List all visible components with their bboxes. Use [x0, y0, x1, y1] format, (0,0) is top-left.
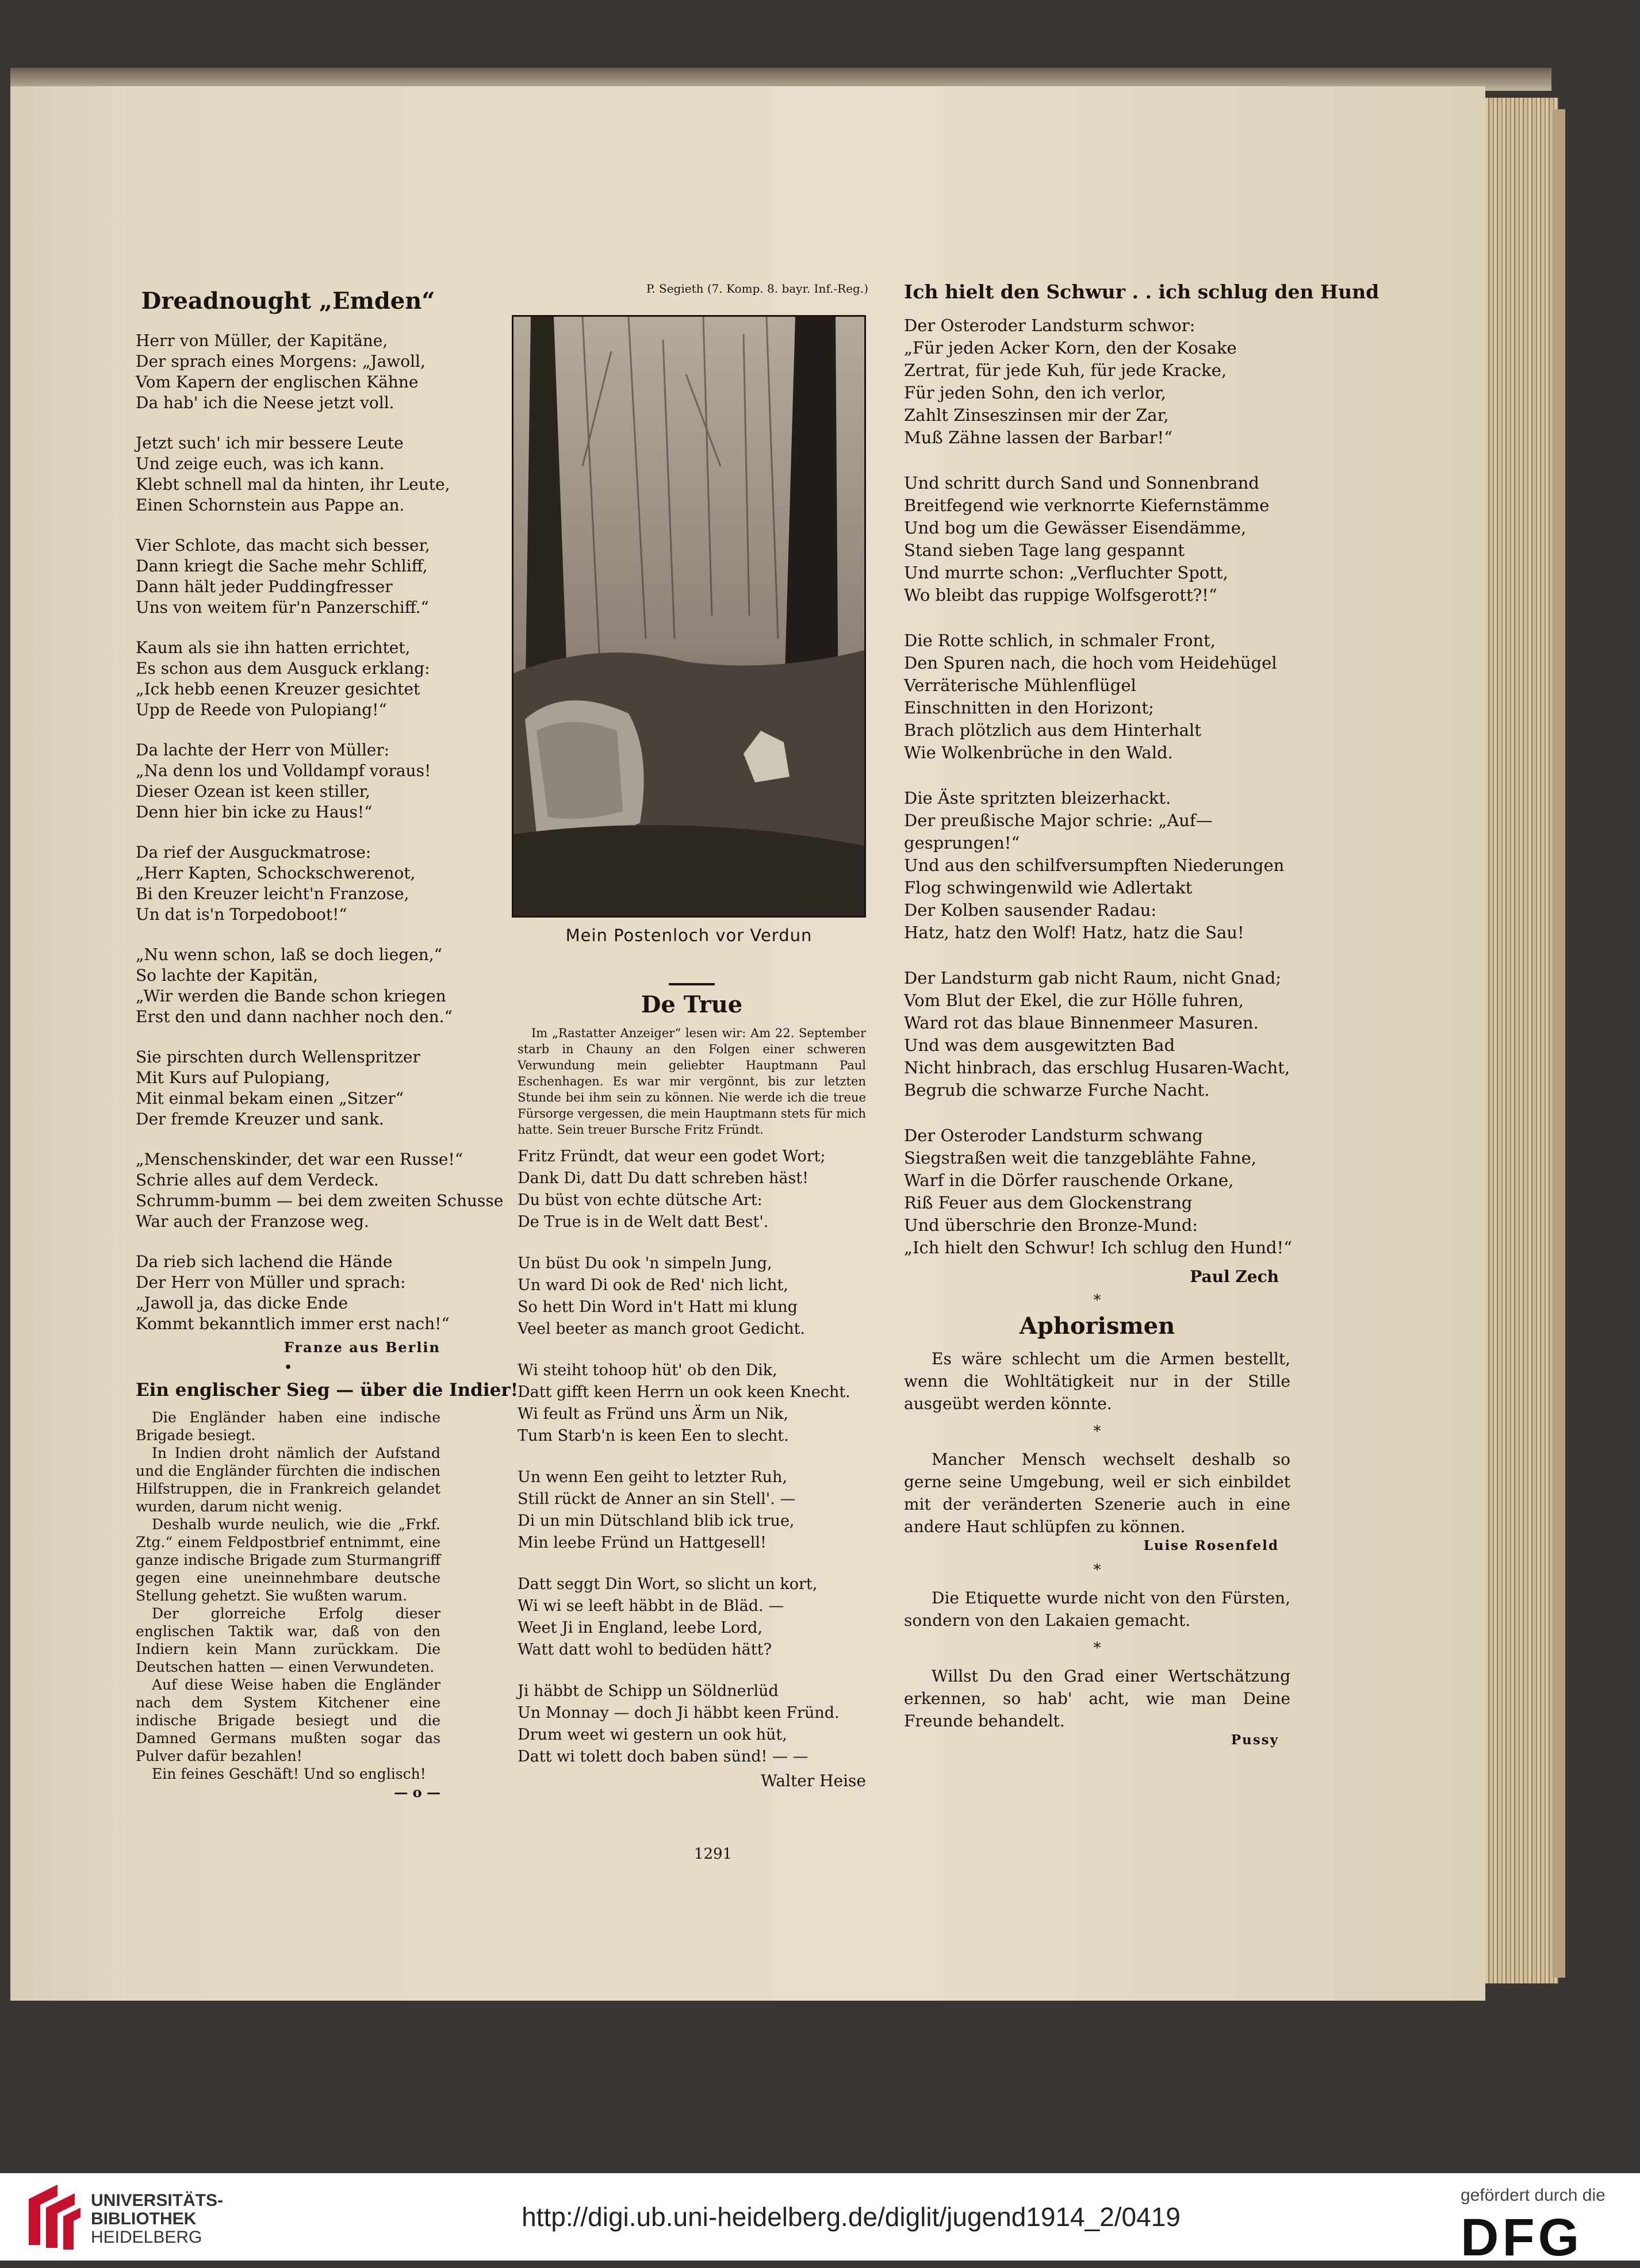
article-paragraph: Der glorreiche Erfolg dieser englischen Taktik war, daß von den Indiern kein Mann zurückkam. Die Deutschen hatten — einen Verwundeten. — [136, 1605, 440, 1675]
aphorism-text: Die Etiquette wurde nicht von den Fürsten, sondern von den Lakaien gemacht. — [904, 1588, 1290, 1630]
schwur-line: Der Kolben sausender Radau: — [904, 900, 1157, 920]
de-true-line: Fritz Fründt, dat weur een godet Wort; — [518, 1148, 826, 1165]
schwur-line: Einschnitten in den Horizont; — [904, 698, 1154, 717]
poem-author-schwur: Paul Zech — [1190, 1267, 1279, 1286]
section-rule — [669, 983, 715, 985]
article-paragraph: Ein feines Geschäft! Und so englisch! — [152, 1766, 426, 1782]
forest-sketch-image — [514, 317, 864, 916]
emden-line: „Herr Kapten, Schockschwerenot, — [136, 864, 416, 882]
aphorisms-list — [904, 1348, 1290, 1748]
schwur-line: Flog schwingenwild wie Adlertakt — [904, 878, 1193, 897]
ub-heidelberg-name[interactable] — [91, 2192, 223, 2247]
emden-line: Bi den Kreuzer leicht'n Franzose, — [136, 884, 409, 903]
schwur-stanza — [904, 630, 1290, 764]
schwur-line: Der Landsturm gab nicht Raum, nicht Gnad; — [904, 968, 1282, 988]
library-name-line: BIBLIOTHEK — [91, 2209, 197, 2228]
de-true-line: Wi steiht tohoop hüt' ob den Dik, — [518, 1361, 777, 1379]
aphorism-separator: * — [1093, 1640, 1101, 1657]
aphorisms-title: Aphorismen — [1019, 1313, 1175, 1340]
de-true-line: Datt wi tolett doch baben sünd! — — — [518, 1748, 808, 1766]
de-true-line: Ji häbbt de Schipp un Söldnerlüd — [518, 1682, 779, 1700]
funding-label: gefördert durch die — [1461, 2186, 1605, 2205]
poem-title-de-true: De True — [641, 991, 743, 1018]
emden-line: Da rief der Ausguckmatrose: — [136, 843, 371, 862]
schwur-line: Die Rotte schlich, in schmaler Front, — [904, 631, 1216, 650]
de-true-stanza — [518, 1146, 866, 1233]
emden-line: Schrumm-bumm — bei dem zweiten Schusse — [136, 1191, 504, 1210]
emden-stanza — [136, 331, 440, 413]
photo-postenloch — [512, 315, 866, 918]
page-number: 1291 — [693, 1845, 733, 1863]
schwur-line: Riß Feuer aus dem Glockenstrang — [904, 1193, 1193, 1212]
schwur-line: Brach plötzlich aus dem Hinterhalt — [904, 720, 1201, 740]
emden-stanza — [136, 433, 450, 516]
emden-line: Und zeige euch, was ich kann. — [136, 454, 385, 473]
de-true-line: Drum weet wi gestern un ook hüt, — [518, 1726, 787, 1744]
schwur-line: Muß Zähne lassen der Barbar!“ — [904, 428, 1172, 447]
emden-line: War auch der Franzose weg. — [136, 1212, 369, 1231]
aphorism-text: Mancher Mensch wechselt deshalb so gerne seine Umgebung, weil er sich einbildet mit der veränderten Szenerie auch in eine andere Haut schlüpfen zu können. — [904, 1450, 1290, 1536]
schwur-line: Breitfegend wie verknorrte Kiefernstämme — [904, 496, 1270, 515]
schwur-line: Zertrat, für jede Kuh, für jede Kracke, — [904, 360, 1227, 380]
emden-line: Upp de Reede von Pulopiang!“ — [136, 700, 387, 719]
schwur-line: Für jeden Sohn, den ich verlor, — [904, 383, 1166, 402]
emden-line: Erst den und dann nachher noch den.“ — [136, 1007, 453, 1026]
schwur-stanza — [904, 472, 1290, 607]
emden-line: „Na denn los und Volldampf voraus! — [136, 761, 431, 780]
emden-line: Schrie alles auf dem Verdeck. — [136, 1171, 379, 1189]
separator-asterisk: * — [1093, 1292, 1101, 1309]
schwur-stanza — [904, 787, 1290, 944]
de-true-line: De True is in de Welt datt Best'. — [518, 1213, 769, 1231]
de-true-line: Un ward Di ook de Red' nich licht, — [518, 1276, 788, 1294]
aphorism-author: Pussy — [1231, 1732, 1279, 1748]
emden-line: Klebt schnell mal da hinten, ihr Leute, — [136, 475, 450, 494]
article-body-sieg — [136, 1409, 440, 1783]
schwur-line: Siegstraßen weit die tanzgeblähte Fahne, — [904, 1148, 1256, 1168]
schwur-line: Begrub die schwarze Furche Nacht. — [904, 1080, 1210, 1100]
de-true-line: Du büst von echte dütsche Art: — [518, 1191, 762, 1209]
emden-line: Sie pirschten durch Wellenspritzer — [136, 1047, 420, 1066]
schwur-stanza — [904, 1125, 1290, 1259]
de-true-line: Un Monnay — doch Ji häbbt keen Fründ. — [518, 1704, 840, 1722]
poem-author-de-true: Walter Heise — [761, 1771, 866, 1790]
aphorism-separator: * — [1093, 1561, 1101, 1579]
schwur-line: Und schritt durch Sand und Sonnenbrand — [904, 473, 1259, 493]
emden-line: Uns von weitem für'n Panzerschiff.“ — [136, 598, 429, 617]
aphorism-text: Willst Du den Grad einer Wertschätzung erkennen, so hab' acht, wie man Deine Freunde behandelt. — [904, 1667, 1290, 1730]
poem-intro-de-true — [518, 1025, 866, 1138]
de-true-line: Watt datt wohl to bedüden hätt? — [518, 1641, 772, 1659]
de-true-line: Un büst Du ook 'n simpeln Jung, — [518, 1254, 772, 1272]
de-true-stanza — [518, 1467, 866, 1554]
emden-line: Mit Kurs auf Pulopiang, — [136, 1068, 330, 1087]
schwur-line: Und aus den schilfversumpften Niederungen — [904, 855, 1285, 875]
schwur-line: Vom Blut der Ekel, die zur Hölle fuhren, — [904, 991, 1244, 1010]
de-true-stanza — [518, 1680, 866, 1768]
emden-line: Herr von Müller, der Kapitäne, — [136, 331, 388, 350]
emden-line: Denn hier bin icke zu Haus!“ — [136, 803, 373, 822]
aphorism-separator: * — [1093, 1423, 1101, 1440]
emden-line: Vom Kapern der englischen Kähne — [136, 373, 419, 392]
schwur-line: Ward rot das blaue Binnenmeer Masuren. — [904, 1013, 1259, 1033]
photo-caption: Mein Postenloch vor Verdun — [565, 926, 813, 945]
schwur-line: Und murrte schon: „Verfluchter Spott, — [904, 563, 1228, 582]
emden-line: So lachte der Kapitän, — [136, 966, 319, 985]
emden-stanza — [136, 1047, 440, 1130]
schwur-line: Warf in die Dörfer rauschende Orkane, — [904, 1171, 1234, 1190]
emden-line: Der fremde Kreuzer und sank. — [136, 1110, 384, 1129]
column-left — [136, 287, 519, 1801]
schwur-line: Nicht hinbrach, das erschlug Husaren-Wacht, — [904, 1058, 1290, 1077]
emden-stanza — [136, 638, 440, 720]
emden-line: Da hab' ich die Neese jetzt voll. — [136, 393, 394, 412]
emden-line: Un dat is'n Torpedoboot!“ — [136, 905, 347, 924]
emden-line: „Menschenskinder, det war een Russe!“ — [136, 1150, 463, 1169]
schwur-line: „Für jeden Acker Korn, den der Kosake — [904, 338, 1237, 358]
permalink-url[interactable]: http://digi.ub.uni-heidelberg.de/diglit/jugend1914_2/0419 — [522, 2202, 1181, 2232]
schwur-line: Stand sieben Tage lang gespannt — [904, 540, 1185, 560]
schwur-line: Hatz, hatz den Wolf! Hatz, hatz die Sau! — [904, 923, 1244, 942]
emden-line: „Ick hebb eenen Kreuzer gesichtet — [136, 680, 420, 699]
emden-line: Dann kriegt die Sache mehr Schliff, — [136, 557, 428, 575]
intro-paragraph: Im „Rastatter Anzeiger“ lesen wir: Am 22. September starb in Chauny an den Folgen einer schweren Verwundung mein geliebter Hauptmann Paul Eschenhagen. Es war mir vergönnt, bis zur letzten Stunde bei ihm sein zu können. Nie werde ich die treue Fürsorge vergessen, die mein Hauptmann stets für mich hatte. Sein treuer Bursche Fritz Fründt. — [518, 1026, 866, 1137]
emden-stanza — [136, 842, 440, 925]
schwur-line: Der Osteroder Landsturm schwang — [904, 1126, 1203, 1145]
schwur-line: Der Osteroder Landsturm schwor: — [904, 316, 1195, 335]
emden-line: Vier Schlote, das macht sich besser, — [136, 536, 430, 555]
emden-stanza — [136, 1252, 450, 1334]
article-paragraph: In Indien droht nämlich der Aufstand und die Engländer fürchten die indischen Hilfstruppen, die in Frankreich gelandet wurden, darum nicht wenig. — [136, 1445, 440, 1515]
poem-title-schwur: Ich hielt den Schwur . . ich schlug den Hund — [904, 281, 1380, 303]
poem-body-de-true — [518, 1146, 866, 1768]
de-true-line: Still rückt de Anner an sin Stell'. — — [518, 1490, 796, 1508]
photo-credit: P. Segieth (7. Komp. 8. bayr. Inf.-Reg.) — [646, 282, 868, 296]
library-name-line: UNIVERSITÄTS- — [91, 2191, 224, 2210]
emden-line: Mit einmal bekam einen „Sitzer“ — [136, 1089, 404, 1108]
emden-stanza — [136, 740, 440, 823]
schwur-line: Wo bleibt das ruppige Wolfsgerott?!“ — [904, 585, 1217, 605]
emden-line: Dieser Ozean ist keen stiller, — [136, 782, 370, 801]
de-true-stanza — [518, 1360, 866, 1447]
emden-line: Kaum als sie ihn hatten errichtet, — [136, 638, 411, 657]
de-true-line: Datt seggt Din Wort, so slicht un kort, — [518, 1575, 818, 1593]
emden-line: Kommt bekanntlich immer erst nach!“ — [136, 1314, 450, 1333]
schwur-line: Und überschrie den Bronze-Mund: — [904, 1215, 1198, 1235]
schwur-line: Der preußische Major schrie: „Auf— — [904, 811, 1213, 830]
emden-line: „Wir werden die Bande schon kriegen — [136, 987, 446, 1006]
article-title-sieg: Ein englischer Sieg — über die Indier! — [136, 1380, 519, 1400]
aphorism-author: Luise Rosenfeld — [1143, 1538, 1279, 1553]
emden-line: Es schon aus dem Ausguck erklang: — [136, 659, 430, 678]
schwur-line: Und bog um die Gewässer Eisendämme, — [904, 518, 1247, 538]
article-paragraph: Deshalb wurde neulich, wie die „Frkf. Ztg.“ einem Feldpostbrief entnimmt, eine ganze indische Brigade zum Sturmangriff gegen eine uneinnehmbare deutsche Stellung gehetzt. Sie wußten warum. — [136, 1516, 440, 1604]
schwur-line: Verräterische Mühlenflügel — [904, 676, 1136, 695]
de-true-stanza — [518, 1574, 866, 1661]
schwur-line: „Ich hielt den Schwur! Ich schlug den Hund!“ — [904, 1238, 1292, 1257]
emden-line: Da lachte der Herr von Müller: — [136, 740, 390, 759]
de-true-line: Weet Ji in England, leebe Lord, — [518, 1619, 762, 1637]
schwur-line: Den Spuren nach, die hoch vom Heidehügel — [904, 653, 1277, 673]
emden-stanza — [136, 535, 440, 618]
schwur-line: Die Äste spritzten bleizerhackt. — [904, 788, 1171, 808]
de-true-line: So hett Din Word in't Hatt mi klung — [518, 1298, 798, 1316]
poem-title-emden: Dreadnought „Emden“ — [141, 287, 435, 314]
column-middle — [518, 977, 866, 1790]
emden-line: Da rieb sich lachend die Hände — [136, 1252, 393, 1271]
schwur-line: Zahlt Zinseszinsen mir der Zar, — [904, 405, 1169, 425]
de-true-line: Un wenn Een geiht to letzter Ruh, — [518, 1468, 787, 1486]
column-right — [904, 281, 1380, 1748]
separator-bullet: • — [283, 1359, 293, 1376]
de-true-line: Tum Starb'n is keen Een to slecht. — [518, 1427, 789, 1445]
article-signature-sieg: — o — — [394, 1784, 440, 1801]
emden-line: „Nu wenn schon, laß se doch liegen,“ — [136, 945, 442, 964]
article-paragraph: Auf diese Weise haben die Engländer nach dem System Kitchener eine indische Brigade besiegt und die Damned Germans mußten sogar das Pulver dafür bezahlen! — [136, 1676, 440, 1764]
de-true-stanza — [518, 1253, 866, 1340]
poem-author-emden: Franze aus Berlin — [283, 1339, 440, 1356]
schwur-stanza — [904, 314, 1290, 449]
emden-line: Dann hält jeder Puddingfresser — [136, 577, 393, 596]
poem-body-schwur — [904, 314, 1290, 1259]
emden-line: Jetzt such' ich mir bessere Leute — [136, 433, 404, 452]
de-true-line: Min leebe Fründ un Hattgesell! — [518, 1534, 767, 1552]
schwur-line: Wie Wolkenbrüche in den Wald. — [904, 743, 1173, 762]
emden-line: „Jawoll ja, das dicke Ende — [136, 1294, 348, 1313]
article-paragraph: Die Engländer haben eine indische Brigade besiegt. — [136, 1409, 440, 1444]
book-cover-edge — [1553, 109, 1565, 1978]
schwur-line: Und was dem ausgewitzten Bad — [904, 1035, 1175, 1055]
ub-heidelberg-logo-icon[interactable] — [23, 2182, 86, 2251]
de-true-line: Veel beeter as manch groot Gedicht. — [518, 1320, 806, 1338]
emden-line: Der Herr von Müller und sprach: — [136, 1273, 406, 1292]
library-name-line: HEIDELBERG — [91, 2228, 202, 2247]
emden-line: Der sprach eines Morgens: „Jawoll, — [136, 352, 426, 371]
de-true-line: Datt gifft keen Herrn un ook keen Knecht. — [518, 1383, 850, 1401]
aphorism-text: Es wäre schlecht um die Armen bestellt, wenn die Wohltätigkeit nur in der Stille ausgeübt werden könnte. — [904, 1349, 1290, 1413]
emden-stanza — [136, 1149, 504, 1232]
schwur-line: gesprungen!“ — [904, 833, 1020, 853]
dfg-logo[interactable]: DFG — [1461, 2208, 1583, 2267]
de-true-line: Di un min Dütschland blib ick true, — [518, 1512, 795, 1530]
de-true-line: Dank Di, datt Du datt schreben häst! — [518, 1169, 808, 1187]
de-true-line: Wi feult as Fründ uns Ärm un Nik, — [518, 1405, 789, 1423]
emden-line: Einen Schornstein aus Pappe an. — [136, 496, 405, 515]
schwur-stanza — [904, 967, 1290, 1102]
de-true-line: Wi wi se leeft häbbt in de Bläd. — — [518, 1597, 784, 1615]
emden-stanza — [136, 945, 453, 1027]
poem-body-emden — [136, 331, 504, 1334]
